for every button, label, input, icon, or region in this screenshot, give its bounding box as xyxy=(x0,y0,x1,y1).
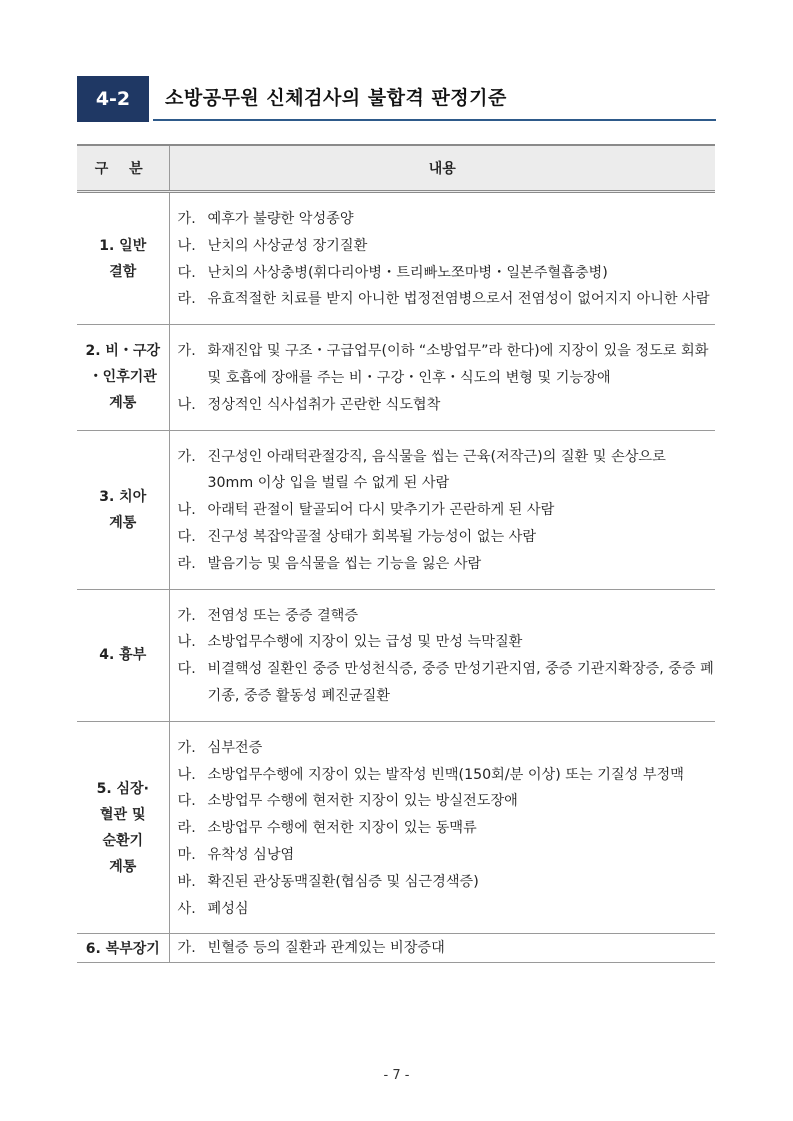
table-row xyxy=(77,325,715,430)
list-item xyxy=(178,935,716,962)
item-text: 소방업무수행에 지장이 있는 발작성 빈맥(150회/분 이상) 또는 기질성 부정맥 xyxy=(207,766,684,783)
item-text: 유효적절한 치료를 받지 아니한 법정전염병으로서 전염성이 없어지지 아니한 사람 xyxy=(207,291,710,308)
item-text: 소방업무 수행에 현저한 지장이 있는 방실전도장애 xyxy=(207,793,518,810)
item-marker: 나. xyxy=(177,396,196,413)
item-marker: 가. xyxy=(177,343,196,360)
category-line: 3. 치아 xyxy=(99,488,147,505)
category-line: 계통 xyxy=(109,514,137,531)
list-item xyxy=(178,206,716,233)
row-items xyxy=(169,589,715,721)
item-text: 폐성심 xyxy=(207,900,249,917)
item-marker: 라. xyxy=(177,291,196,308)
item-marker: 바. xyxy=(177,873,196,890)
table-row xyxy=(77,430,715,589)
item-text: 확진된 관상동맥질환(협심증 및 심근경색증) xyxy=(207,873,479,890)
category-line: 혈관 및 xyxy=(100,806,146,823)
item-text: 난치의 사상균성 장기질환 xyxy=(207,237,368,254)
item-text: 화재진압 및 구조・구급업무(이하 “소방업무”라 한다)에 지장이 있을 정도로 회화 및 호흡에 장애를 주는 비・구강・인후・식도의 변형 및 기능장애 xyxy=(207,343,709,386)
list-item xyxy=(178,896,716,923)
row-category xyxy=(77,430,169,589)
section-number-badge: 4-2 xyxy=(77,76,149,122)
section-title: 소방공무원 신체검사의 불합격 판정기준 xyxy=(165,87,507,109)
category-line: 계통 xyxy=(109,858,137,875)
list-item xyxy=(178,603,716,630)
list-item xyxy=(178,735,716,762)
category-line: 2. 비・구강 xyxy=(85,343,160,360)
row-category xyxy=(77,325,169,430)
category-line: ・인후기관 xyxy=(88,369,157,386)
row-category xyxy=(77,934,169,963)
table-row xyxy=(77,192,715,325)
row-category xyxy=(77,192,169,325)
list-item xyxy=(178,524,716,551)
item-marker: 라. xyxy=(177,555,196,572)
category-line: 4. 흉부 xyxy=(99,647,147,664)
list-item xyxy=(178,338,716,392)
header-category: 구 분 xyxy=(77,145,169,192)
list-item xyxy=(178,444,716,498)
row-items xyxy=(169,934,715,963)
item-text: 비결핵성 질환인 중증 만성천식증, 중증 만성기관지염, 중증 기관지확장증, 중증 폐기종, 중증 활동성 폐진균질환 xyxy=(207,661,714,704)
page-number: - 7 - xyxy=(383,1068,410,1083)
item-text: 정상적인 식사섭취가 곤란한 식도협착 xyxy=(207,396,441,413)
list-item xyxy=(178,260,716,287)
list-item xyxy=(178,656,716,710)
list-item xyxy=(178,762,716,789)
list-item xyxy=(178,233,716,260)
table-header-row xyxy=(77,145,715,192)
item-marker: 가. xyxy=(177,607,196,624)
item-marker: 다. xyxy=(177,528,196,545)
item-marker: 라. xyxy=(177,820,196,837)
category-line: 6. 복부장기 xyxy=(85,940,160,957)
list-item xyxy=(178,497,716,524)
item-text: 심부전증 xyxy=(207,739,263,756)
item-text: 진구성인 아래턱관절강직, 음식물을 씹는 근육(저작근)의 질환 및 손상으로 30mm 이상 입을 벌릴 수 없게 된 사람 xyxy=(207,448,666,492)
criteria-table xyxy=(77,144,715,963)
list-item xyxy=(178,392,716,419)
title-underline xyxy=(153,119,716,121)
category-line: 계통 xyxy=(109,395,137,412)
item-text: 빈혈증 등의 질환과 관계있는 비장증대 xyxy=(207,940,445,957)
row-items xyxy=(169,721,715,934)
item-marker: 나. xyxy=(177,237,196,254)
table-row xyxy=(77,589,715,721)
item-text: 소방업무 수행에 현저한 지장이 있는 동맥류 xyxy=(207,820,477,837)
item-marker: 다. xyxy=(177,661,196,678)
item-marker: 나. xyxy=(177,502,196,519)
item-marker: 사. xyxy=(177,900,196,917)
item-marker: 가. xyxy=(177,940,196,957)
list-item xyxy=(178,815,716,842)
list-item xyxy=(178,551,716,578)
item-text: 진구성 복잡악골절 상태가 회복될 가능성이 없는 사람 xyxy=(207,528,537,545)
category-line: 결함 xyxy=(109,263,137,280)
category-line: 1. 일반 xyxy=(99,237,147,254)
row-items xyxy=(169,192,715,325)
item-text: 유착성 심낭염 xyxy=(207,846,295,863)
item-marker: 다. xyxy=(177,264,196,281)
item-text: 아래턱 관절이 탈골되어 다시 맞추기가 곤란하게 된 사람 xyxy=(207,502,555,519)
section-header xyxy=(77,76,716,122)
list-item xyxy=(178,286,716,313)
item-text: 예후가 불량한 악성종양 xyxy=(207,211,354,227)
row-category xyxy=(77,721,169,934)
list-item xyxy=(178,629,716,656)
item-marker: 다. xyxy=(177,793,196,810)
item-text: 발음기능 및 음식물을 씹는 기능을 잃은 사람 xyxy=(207,555,482,572)
row-category xyxy=(77,589,169,721)
header-content: 내용 xyxy=(169,145,715,192)
item-marker: 가. xyxy=(177,211,196,227)
row-items xyxy=(169,325,715,430)
item-text: 전염성 또는 중증 결핵증 xyxy=(207,607,359,624)
list-item xyxy=(178,788,716,815)
category-line: 순환기 xyxy=(102,832,144,849)
list-item xyxy=(178,869,716,896)
item-marker: 가. xyxy=(177,448,196,465)
table-row xyxy=(77,721,715,934)
item-marker: 나. xyxy=(177,766,196,783)
list-item xyxy=(178,842,716,869)
item-marker: 나. xyxy=(177,634,196,651)
item-text: 소방업무수행에 지장이 있는 급성 및 만성 늑막질환 xyxy=(207,634,523,651)
item-text: 난치의 사상충병(휘다리아병・트리빠노쪼마병・일본주혈흡충병) xyxy=(207,264,608,281)
row-items xyxy=(169,430,715,589)
item-marker: 마. xyxy=(177,846,196,863)
category-line: 5. 심장· xyxy=(96,780,149,797)
item-marker: 가. xyxy=(177,739,196,756)
table-row xyxy=(77,934,715,963)
